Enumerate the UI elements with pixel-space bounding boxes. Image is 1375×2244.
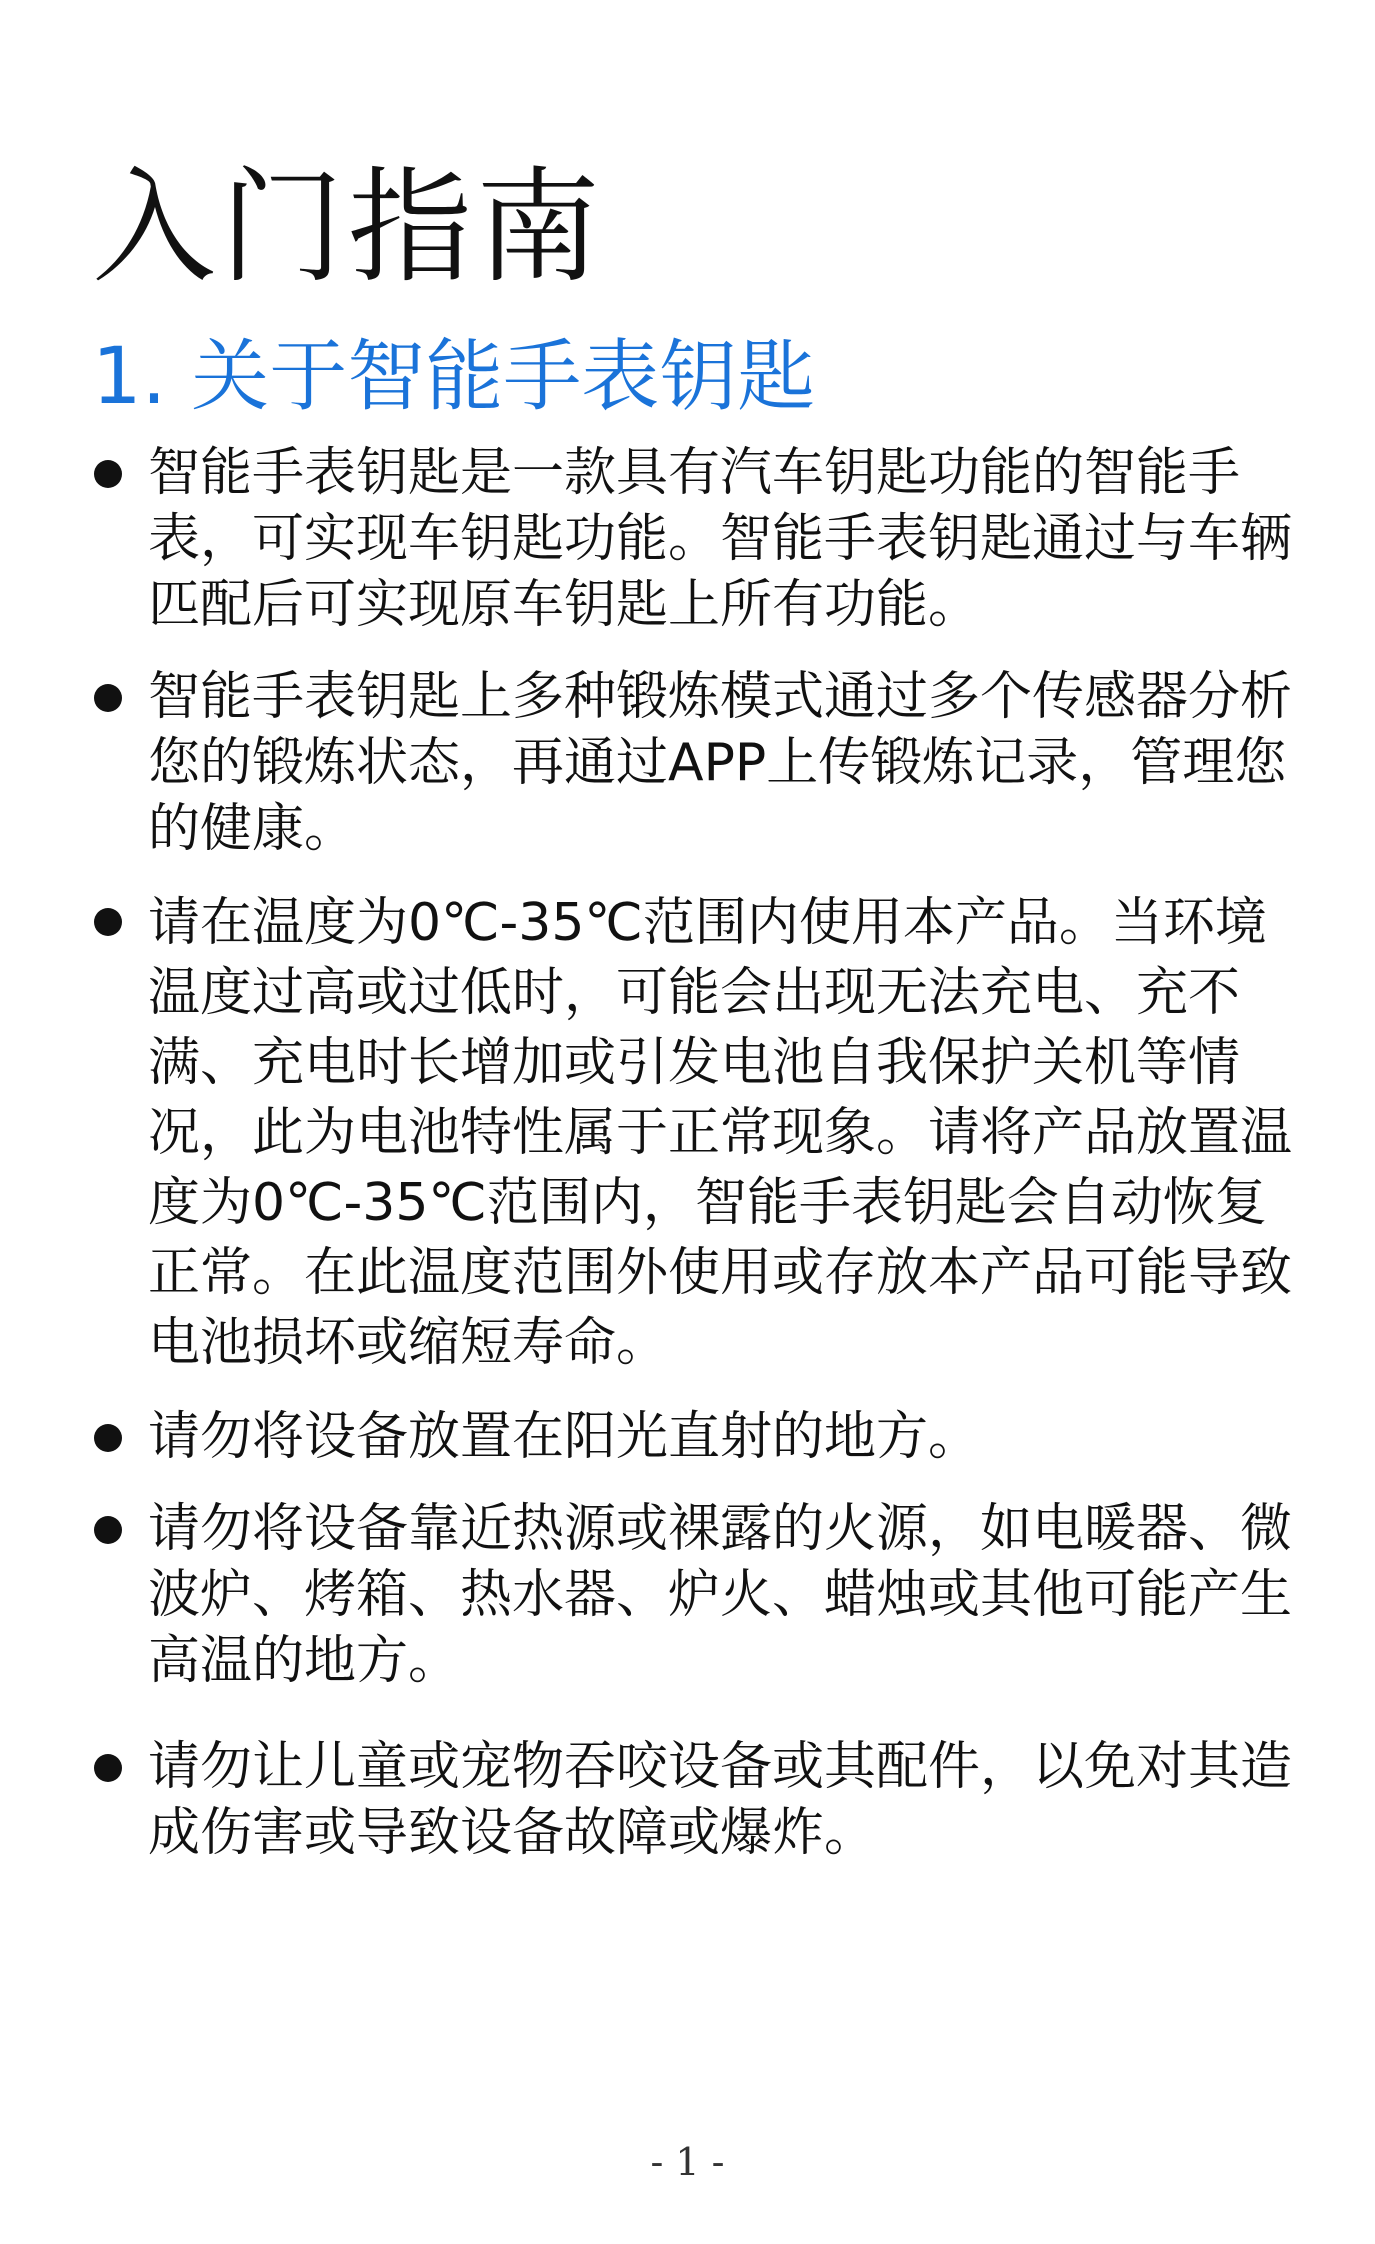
list-item-text: 请在温度为0℃-35℃范围内使用本产品。当环境温度过高或过低时，可能会出现无法充电、充不满、充电时长增加或引发电池自我保护关机等情况，此为电池特性属于正常现象。请将产品放置温度为0℃-35℃范围内，智能手表钥匙会自动恢复正常。在此温度范围外使用或存放本产品可能导致电池损坏或缩短寿命。 xyxy=(148,893,1293,1373)
section-heading: 1. 关于智能手表钥匙 xyxy=(92,332,816,422)
bullet-icon xyxy=(94,1516,122,1544)
bullet-list xyxy=(92,440,1292,1892)
bullet-icon xyxy=(94,684,122,712)
list-item xyxy=(92,1404,1292,1470)
page-number: - 1 - xyxy=(650,2140,725,2184)
bullet-icon xyxy=(94,1754,122,1782)
bullet-icon xyxy=(94,1424,122,1452)
list-item-text: 请勿将设备放置在阳光直射的地方。 xyxy=(148,1407,981,1467)
list-item xyxy=(92,664,1292,862)
list-item xyxy=(92,1734,1292,1866)
list-item-text: 请勿将设备靠近热源或裸露的火源，如电暖器、微波炉、烤箱、热水器、炉火、蜡烛或其他可能产生高温的地方。 xyxy=(148,1499,1293,1691)
list-item xyxy=(92,1496,1292,1694)
list-item-text: 请勿让儿童或宠物吞咬设备或其配件，以免对其造成伤害或导致设备故障或爆炸。 xyxy=(148,1737,1293,1863)
list-item xyxy=(92,440,1292,638)
list-item-text: 智能手表钥匙是一款具有汽车钥匙功能的智能手表，可实现车钥匙功能。智能手表钥匙通过与车辆匹配后可实现原车钥匙上所有功能。 xyxy=(148,443,1293,635)
bullet-icon xyxy=(94,460,122,488)
bullet-icon xyxy=(94,908,122,936)
list-item xyxy=(92,888,1292,1378)
list-item-text: 智能手表钥匙上多种锻炼模式通过多个传感器分析您的锻炼状态，再通过APP上传锻炼记录，管理您的健康。 xyxy=(148,667,1293,859)
page-title: 入门指南 xyxy=(92,156,605,300)
